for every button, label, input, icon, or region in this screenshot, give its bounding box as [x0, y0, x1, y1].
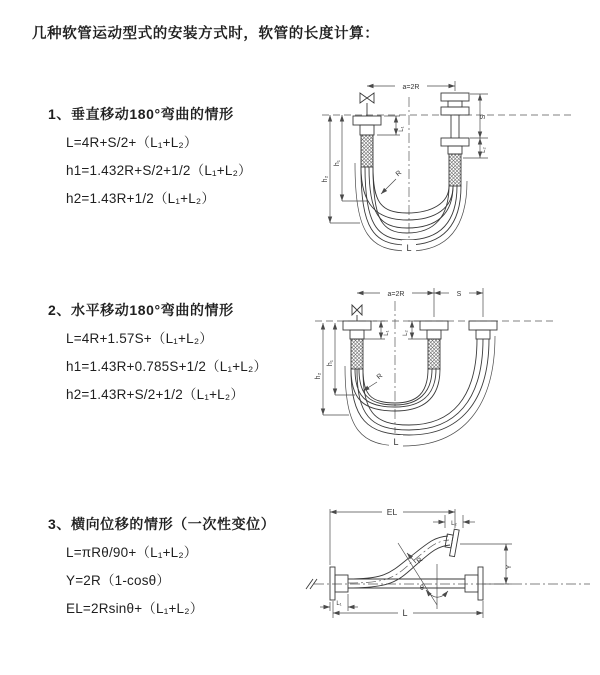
d2-l1-label: L₁ — [384, 330, 390, 336]
d2-s-label: S — [456, 291, 462, 298]
d2-h2-label: h₂ — [315, 372, 322, 380]
d3-radius-label: R — [415, 556, 425, 566]
d2-length-label: L — [393, 437, 399, 447]
d3-pipework — [330, 528, 483, 600]
diagram-horizontal-180-bend — [303, 281, 600, 461]
d3-length-label: L — [402, 608, 408, 618]
formula-line: EL=2Rsinθ+（L₁+L₂） — [66, 601, 204, 616]
formula-line: h1=1.432R+S/2+1/2（L₁+L₂） — [66, 163, 252, 178]
diagram-vertical-180-bend — [310, 73, 600, 258]
d1-l2-label: L₂ — [481, 147, 487, 153]
d1-span-label: a=2R — [402, 84, 420, 91]
valve-icon — [360, 93, 374, 103]
section-lateral-displacement — [48, 516, 275, 616]
d2-pipework — [343, 305, 497, 435]
formula-line: h1=1.43R+0.785S+1/2（L₁+L₂） — [66, 359, 268, 374]
formula-line: L=4R+1.57S+（L₁+L₂） — [66, 331, 213, 346]
section-2-heading: 2、水平移动180°弯曲的情形 — [48, 302, 234, 318]
d1-radius-label: R — [394, 169, 404, 179]
formula-line: h2=1.43R+S/2+1/2（L₁+L₂） — [66, 387, 245, 402]
formula-line: L=4R+S/2+（L₁+L₂） — [66, 135, 198, 150]
page-title: 几种软管运动型式的安装方式时，软管的长度计算： — [32, 26, 380, 42]
d3-el-label: EL — [386, 507, 398, 517]
d1-pipework — [353, 93, 469, 245]
d1-h1-label: h₁ — [334, 159, 341, 167]
d1-s-label: S — [480, 114, 487, 120]
d3-l1-label: L₁ — [336, 601, 342, 607]
d2-l2-label: L₂ — [403, 330, 409, 336]
d2-span-label: a=2R — [387, 291, 405, 298]
d3-centerlines — [306, 579, 590, 589]
d3-theta-label: θ — [420, 585, 424, 592]
d3-y-label: Y — [506, 564, 513, 570]
d3-upper-flange — [444, 528, 460, 556]
formula-line: Y=2R（1-cosθ） — [66, 573, 171, 588]
diagram-lateral-displacement — [300, 501, 600, 646]
formula-line: h2=1.43R+1/2（L₁+L₂） — [66, 191, 216, 206]
d2-radius-label: R — [375, 372, 385, 382]
section-1-heading: 1、垂直移动180°弯曲的情形 — [48, 106, 234, 122]
formula-line: L=πRθ/90+（L₁+L₂） — [66, 545, 198, 560]
d1-length-label: L — [406, 243, 412, 253]
valve-icon — [352, 305, 362, 315]
d3-dimensions — [320, 507, 513, 618]
d1-h2-label: h₂ — [322, 175, 329, 183]
section-vertical-movement — [48, 106, 252, 206]
d1-l1-label: L₁ — [399, 126, 405, 132]
section-3-heading: 3、横向位移的情形（一次性变位） — [48, 516, 276, 532]
d3-l2-label: L₂ — [451, 521, 457, 527]
section-horizontal-movement — [48, 302, 267, 402]
d2-dimensions — [315, 288, 495, 448]
d2-h1-label: h₁ — [327, 359, 334, 367]
